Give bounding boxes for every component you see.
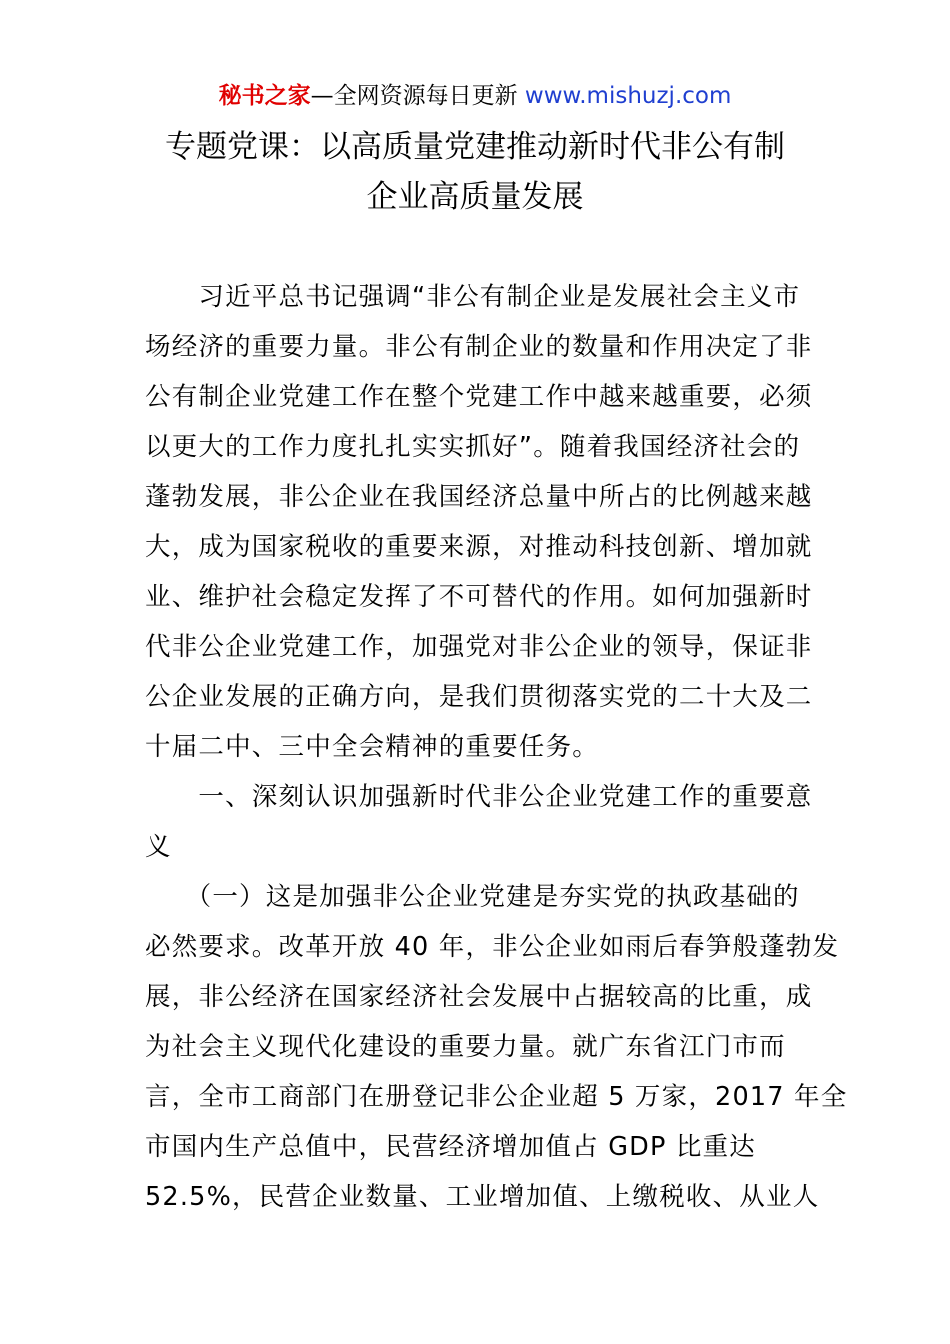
body-line: 十届二中、三中全会精神的重要任务。	[145, 732, 599, 762]
title-line-1: 专题党课：以高质量党建推动新时代非公有制	[165, 129, 785, 165]
body-line: 为社会主义现代化建设的重要力量。就广东省江门市而	[145, 1032, 786, 1062]
body-line: 以更大的工作力度扎扎实实抓好”。随着我国经济社会的	[145, 432, 801, 462]
body-line: 习近平总书记强调“非公有制企业是发展社会主义市	[145, 282, 801, 312]
body-line: 大，成为国家税收的重要来源，对推动科技创新、增加就	[145, 532, 813, 562]
body-line: 必然要求。改革开放 40 年，非公企业如雨后春笋般蓬勃发	[145, 932, 840, 962]
body-line: 言，全市工商部门在册登记非公企业超 5 万家，2017 年全	[145, 1082, 848, 1112]
body-line: 蓬勃发展，非公企业在我国经济总量中所占的比例越来越	[145, 482, 813, 512]
section-heading-line: 义	[145, 832, 172, 862]
site-url-link[interactable]: www.mishuzj.com	[524, 83, 732, 109]
body-line: 展，非公经济在国家经济社会发展中占据较高的比重，成	[145, 982, 813, 1012]
body-line: 市国内生产总值中，民营经济增加值占 GDP 比重达	[145, 1132, 756, 1162]
site-tagline: —全网资源每日更新	[310, 83, 525, 109]
body-line: 公企业发展的正确方向，是我们贯彻落实党的二十大及二	[145, 682, 813, 712]
document-body	[145, 272, 848, 1222]
body-line: 场经济的重要力量。非公有制企业的数量和作用决定了非	[145, 332, 813, 362]
site-brand: 秘书之家	[218, 83, 311, 109]
body-line: 公有制企业党建工作在整个党建工作中越来越重要，必须	[145, 382, 813, 412]
body-line: 52.5%，民营企业数量、工业增加值、上缴税收、从业人	[145, 1182, 820, 1212]
document-title	[120, 122, 830, 222]
section-heading-line: 一、深刻认识加强新时代非公企业党建工作的重要意	[145, 782, 813, 812]
site-header	[0, 80, 950, 112]
body-line: 业、维护社会稳定发挥了不可替代的作用。如何加强新时	[145, 582, 813, 612]
body-line: （一）这是加强非公企业党建是夯实党的执政基础的	[145, 882, 800, 912]
body-line: 代非公企业党建工作，加强党对非公企业的领导，保证非	[145, 632, 813, 662]
title-line-2: 企业高质量发展	[366, 179, 584, 215]
